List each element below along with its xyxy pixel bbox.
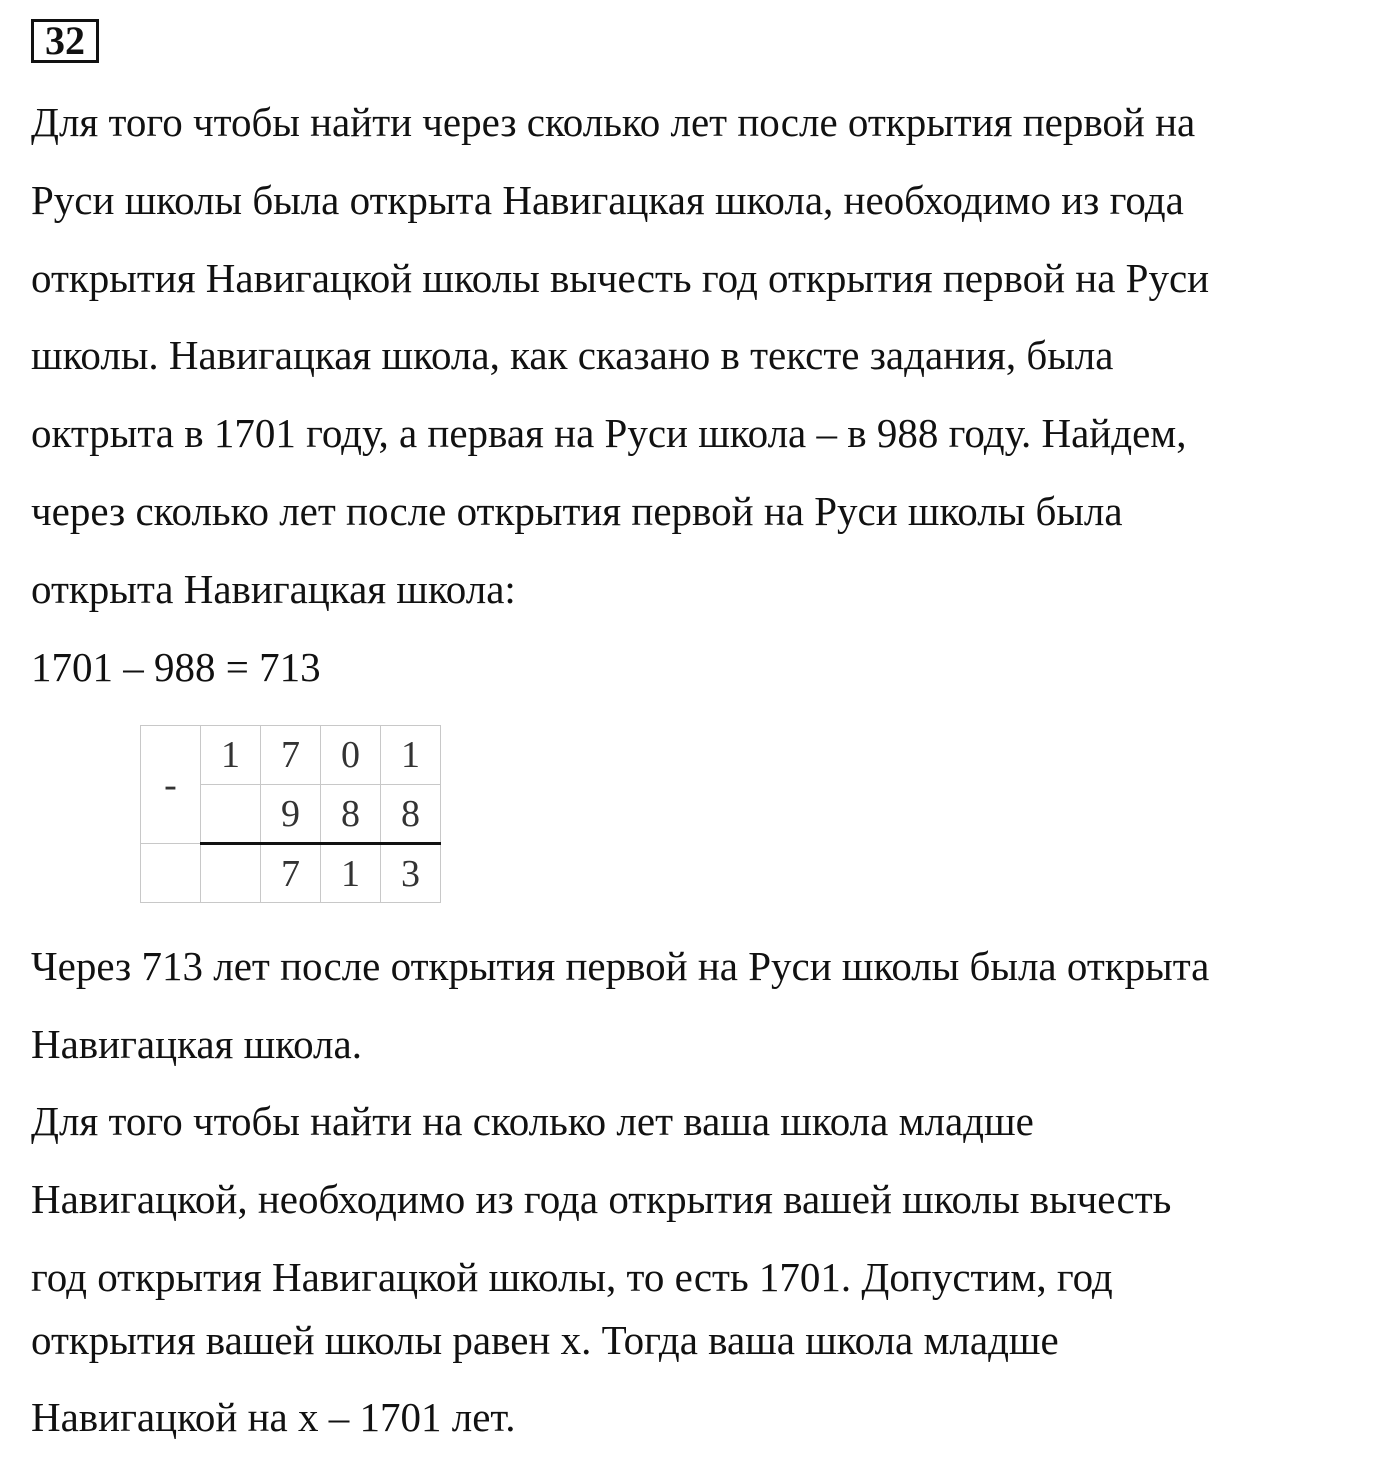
- text-line: через сколько лет после открытия первой на Руси школы была: [31, 488, 1123, 534]
- text-line: Для того чтобы найти на сколько лет ваша школа младше: [31, 1098, 1034, 1144]
- text-line: Через 713 лет после открытия первой на Руси школы была открыта: [31, 943, 1210, 989]
- text-line: открытия Навигацкой школы вычесть год открытия первой на Руси: [31, 255, 1210, 301]
- minus-sign: -: [141, 726, 201, 844]
- digit-cell: [201, 785, 261, 844]
- digit-cell: 0: [321, 726, 381, 785]
- text-line: год открытия Навигацкой школы, то есть 1701. Допустим, год: [31, 1254, 1113, 1300]
- digit-cell: 9: [261, 785, 321, 844]
- digit-cell: 1: [201, 726, 261, 785]
- digit-cell: [201, 844, 261, 903]
- text-line: Навигацкой, необходимо из года открытия вашей школы вычесть: [31, 1176, 1172, 1222]
- text-line: школы. Навигацкая школа, как сказано в тексте задания, была: [31, 332, 1114, 378]
- text-line: октрыта в 1701 году, а первая на Руси школа – в 988 году. Найдем,: [31, 410, 1187, 456]
- digit-cell: 3: [381, 844, 441, 903]
- text-line: открытия вашей школы равен x. Тогда ваша школа младше: [31, 1317, 1059, 1363]
- digit-cell: 7: [261, 726, 321, 785]
- empty-cell: [141, 844, 201, 903]
- digit-cell: 8: [381, 785, 441, 844]
- text-line: Навигацкой на x – 1701 лет.: [31, 1394, 516, 1440]
- equation: 1701 – 988 = 713: [31, 644, 321, 690]
- digit-cell: 1: [321, 844, 381, 903]
- digit-cell: 8: [321, 785, 381, 844]
- column-subtraction: [140, 725, 441, 903]
- digit-cell: 1: [381, 726, 441, 785]
- digit-cell: 7: [261, 844, 321, 903]
- text-line: Для того чтобы найти через сколько лет после открытия первой на: [31, 99, 1196, 145]
- task-number: 32: [31, 19, 99, 63]
- text-line: Навигацкая школа.: [31, 1021, 362, 1067]
- text-line: открыта Навигацкая школа:: [31, 566, 516, 612]
- text-line: Руси школы была открыта Навигацкая школа, необходимо из года: [31, 177, 1184, 223]
